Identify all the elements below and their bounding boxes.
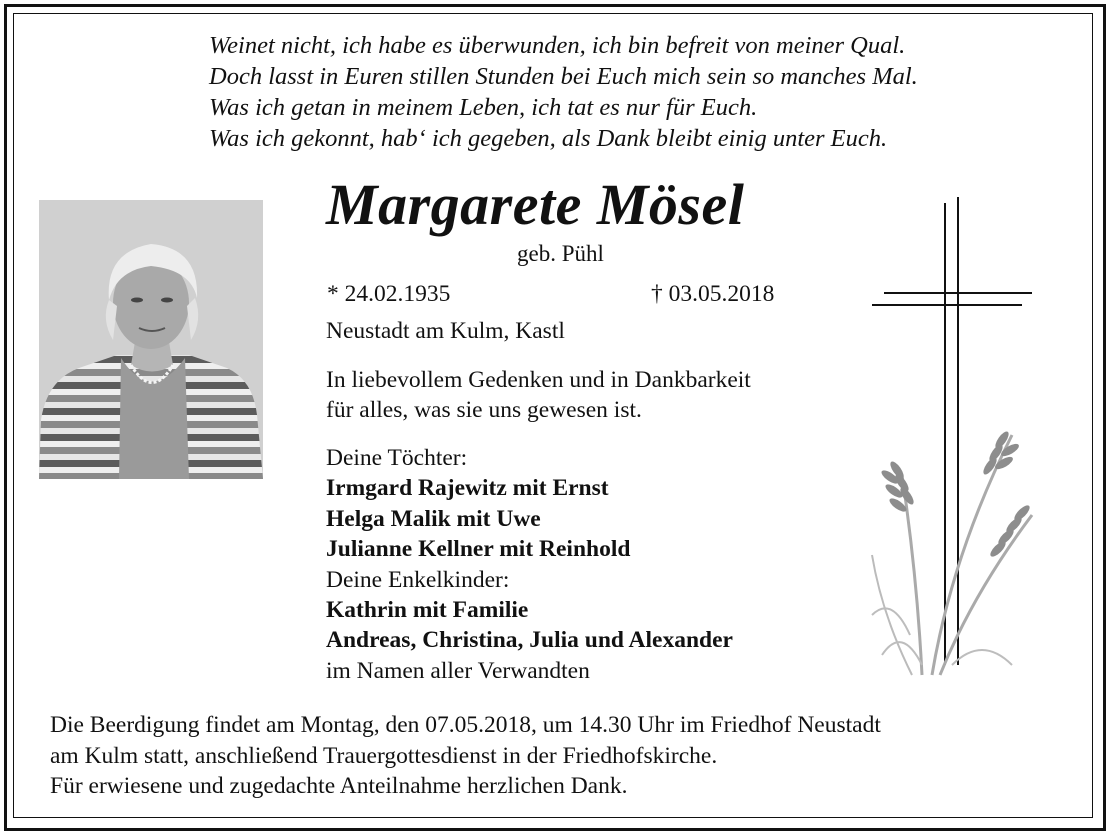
portrait-image <box>39 200 263 479</box>
deceased-name: Margarete Mösel <box>326 172 745 237</box>
daughter-entry: Julianne Kellner mit Reinhold <box>326 536 631 563</box>
daughters-label: Deine Töchter: <box>326 445 468 471</box>
daughter-entry: Irmgard Rajewitz mit Ernst <box>326 475 609 502</box>
funeral-line: Für erwiesene und zugedachte Anteilnahme herzlichen Dank. <box>50 773 628 799</box>
memory-line: für alles, was sie uns gewesen ist. <box>326 397 642 423</box>
grandchild-entry: Andreas, Christina, Julia und Alexander <box>326 627 733 654</box>
family-list <box>326 443 733 686</box>
portrait-photo <box>39 200 263 479</box>
funeral-line: am Kulm statt, anschließend Trauergottesdienst in der Friedhofskirche. <box>50 742 718 769</box>
poem-line: Was ich getan in meinem Leben, ich tat es nur für Euch. <box>209 94 758 121</box>
poem-line: Doch lasst in Euren stillen Stunden bei Euch mich sein so manches Mal. <box>209 63 918 90</box>
poem <box>209 30 1029 154</box>
funeral-line: Die Beerdigung findet am Montag, den 07.05.2018, um 14.30 Uhr im Friedhof Neustadt <box>50 712 881 738</box>
cross-with-wheat-icon <box>862 195 1040 685</box>
poem-line: Weinet nicht, ich habe es überwunden, ich bin befreit von meiner Qual. <box>209 32 906 59</box>
death-date: † 03.05.2018 <box>651 281 775 307</box>
daughter-entry: Helga Malik mit Uwe <box>326 505 541 532</box>
family-closing: im Namen aller Verwandten <box>326 657 590 684</box>
birth-date: * 24.02.1935 <box>327 281 451 307</box>
grandchild-entry: Kathrin mit Familie <box>326 597 529 624</box>
memory-text <box>326 365 751 425</box>
grandchildren-label: Deine Enkelkinder: <box>326 566 510 593</box>
maiden-name: geb. Pühl <box>517 241 604 266</box>
funeral-notice <box>50 710 881 802</box>
place-of-residence: Neustadt am Kulm, Kastl <box>326 318 565 344</box>
memory-line: In liebevollem Gedenken und in Dankbarkeit <box>326 367 751 393</box>
poem-line: Was ich gekonnt, hab‘ ich gegeben, als Dank bleibt einig unter Euch. <box>209 125 888 152</box>
